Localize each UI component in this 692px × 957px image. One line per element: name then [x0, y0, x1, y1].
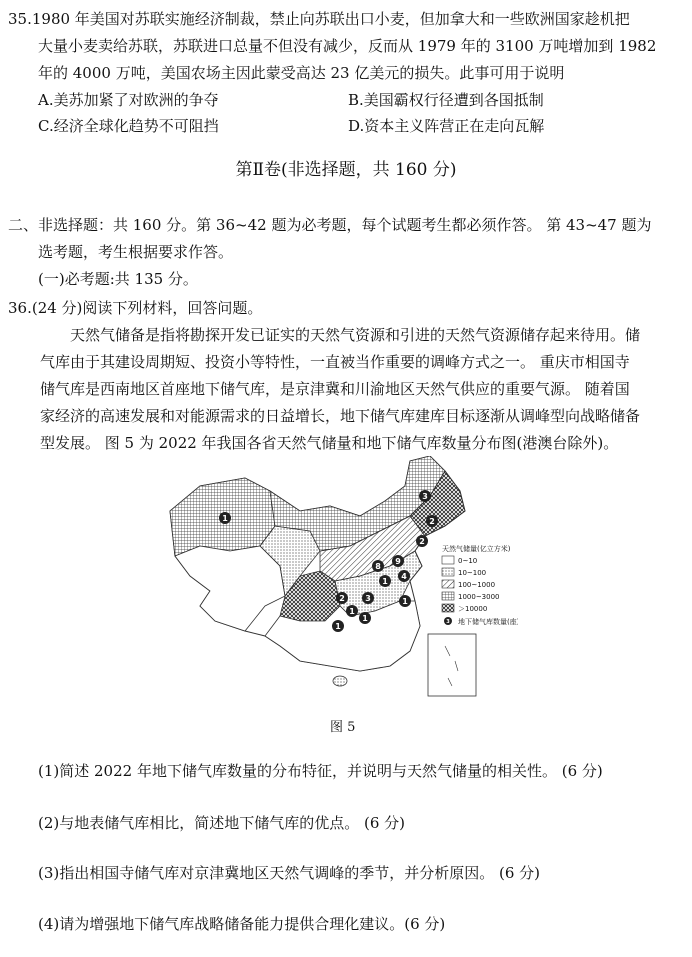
- svg-text:3: 3: [365, 594, 371, 603]
- q36-material-line2: 气库由于其建设周期短、投资小等特性，一直被当作重要的调峰方式之一。 重庆市相国寺: [40, 353, 630, 371]
- marker-shaanxi: [336, 592, 348, 604]
- q36-header: 36.(24 分)阅读下列材料，回答问题。: [8, 299, 263, 317]
- q35-option-b: B.美国霸权行径遭到各国抵制: [348, 91, 544, 109]
- marker-tianjin: [392, 555, 404, 567]
- svg-text:3: 3: [422, 492, 428, 501]
- q36-material-line1: 天然气储备是指将勘探开发已证实的天然气资源和引进的天然气资源储存起来待用。储: [70, 326, 641, 344]
- svg-text:1: 1: [362, 614, 368, 623]
- svg-text:9: 9: [395, 557, 401, 566]
- svg-text:1: 1: [402, 597, 408, 606]
- q35-option-c: C.经济全球化趋势不可阻挡: [38, 117, 219, 135]
- marker-shanxi: [379, 575, 391, 587]
- q35-options-row2: [8, 113, 684, 139]
- question-35: [8, 6, 684, 139]
- marker-heilongjiang: [419, 490, 431, 502]
- legend-item-3: 100~1000: [458, 581, 496, 589]
- marker-jiangsu: [399, 595, 411, 607]
- q36-material-line5: 型发展。 图 5 为 2022 年我国各省天然气储量和地下储气库数量分布图(港澳台除外)。: [40, 434, 619, 452]
- svg-text:1: 1: [335, 622, 341, 631]
- q36-material-line4: 家经济的高速发展和对能源需求的日益增长，地下储气库建库目标逐渐从调峰型向战略储备: [40, 407, 641, 425]
- q36-subquestion-3: (3)指出相国寺储气库对京津冀地区天然气调峰的季节，并分析原因。 (6 分): [38, 864, 541, 882]
- marker-sichuan: [332, 620, 344, 632]
- svg-text:1: 1: [222, 514, 228, 523]
- q35-options-row1: [8, 87, 684, 113]
- legend-item-2: 10~100: [458, 569, 487, 577]
- legend-item-5: ＞10000: [458, 605, 488, 613]
- legend-storage-icon: 3: [446, 619, 450, 625]
- svg-text:1: 1: [349, 607, 355, 616]
- q36-subquestion-4: (4)请为增强地下储气库战略储备能力提供合理化建议。(6 分): [38, 915, 446, 933]
- china-map-svg: [160, 456, 518, 706]
- svg-text:2: 2: [339, 594, 345, 603]
- legend-item-4: 1000~3000: [458, 593, 500, 601]
- marker-hebei: [372, 560, 384, 572]
- q35-stem-line2: 大量小麦卖给苏联，苏联进口总量不但没有减少，反而从 1979 年的 3100 万吨增加到 1982: [38, 37, 657, 55]
- region-hainan: [333, 676, 347, 686]
- svg-text:1: 1: [382, 577, 388, 586]
- q35-stem-line1: 35.1980 年美国对苏联实施经济制裁，禁止向苏联出口小麦，但加拿大和一些欧洲国家趁机把: [8, 10, 630, 28]
- q36-material-line3: 储气库是西南地区首座地下储气库，是京津冀和川渝地区天然气供应的重要气源。 随着国: [40, 380, 630, 398]
- marker-jilin: [426, 515, 438, 527]
- south-china-sea-inset: [428, 634, 476, 696]
- gas-storage-map: [160, 456, 518, 706]
- instructions-line1: 二、非选择题：共 160 分。第 36~42 题为必考题，每个试题考生都必须作答。 第 43~47 题为: [8, 216, 652, 234]
- svg-text:2: 2: [429, 517, 435, 526]
- question-36: [8, 295, 686, 457]
- marker-hubei: [359, 612, 371, 624]
- instructions-line2: 选考题，考生根据要求作答。: [38, 243, 234, 261]
- q36-subquestion-1: (1)简述 2022 年地下储气库数量的分布特征，并说明与天然气储量的相关性。 (6 分): [38, 762, 603, 780]
- q35-option-d: D.资本主义阵营正在走向瓦解: [348, 117, 545, 135]
- svg-text:2: 2: [419, 537, 425, 546]
- instructions: [8, 212, 686, 293]
- q35-stem-line3: 年的 4000 万吨，美国农场主因此蒙受高达 23 亿美元的损失。此事可用于说明: [38, 64, 565, 82]
- map-legend: [442, 544, 518, 626]
- q36-subquestion-2: (2)与地表储气库相比，简述地下储气库的优点。 (6 分): [38, 814, 406, 832]
- figure-caption: 图 5: [330, 720, 356, 735]
- legend-title: 天然气储量(亿立方米): [442, 545, 511, 553]
- legend-item-1: 0~10: [458, 557, 478, 565]
- marker-henan: [362, 592, 374, 604]
- svg-text:8: 8: [375, 562, 381, 571]
- marker-liaoning: [416, 535, 428, 547]
- marker-chongqing: [346, 605, 358, 617]
- svg-text:4: 4: [401, 572, 407, 581]
- marker-shandong: [398, 570, 410, 582]
- q35-option-a: A.美苏加紧了对欧洲的争夺: [38, 91, 219, 109]
- section-title: 第Ⅱ卷(非选择题，共 160 分): [235, 160, 457, 180]
- required-section-label: (一)必考题:共 135 分。: [38, 270, 198, 288]
- marker-xinjiang: [219, 512, 231, 524]
- legend-storage-label: 地下储气库数量(座): [458, 618, 518, 626]
